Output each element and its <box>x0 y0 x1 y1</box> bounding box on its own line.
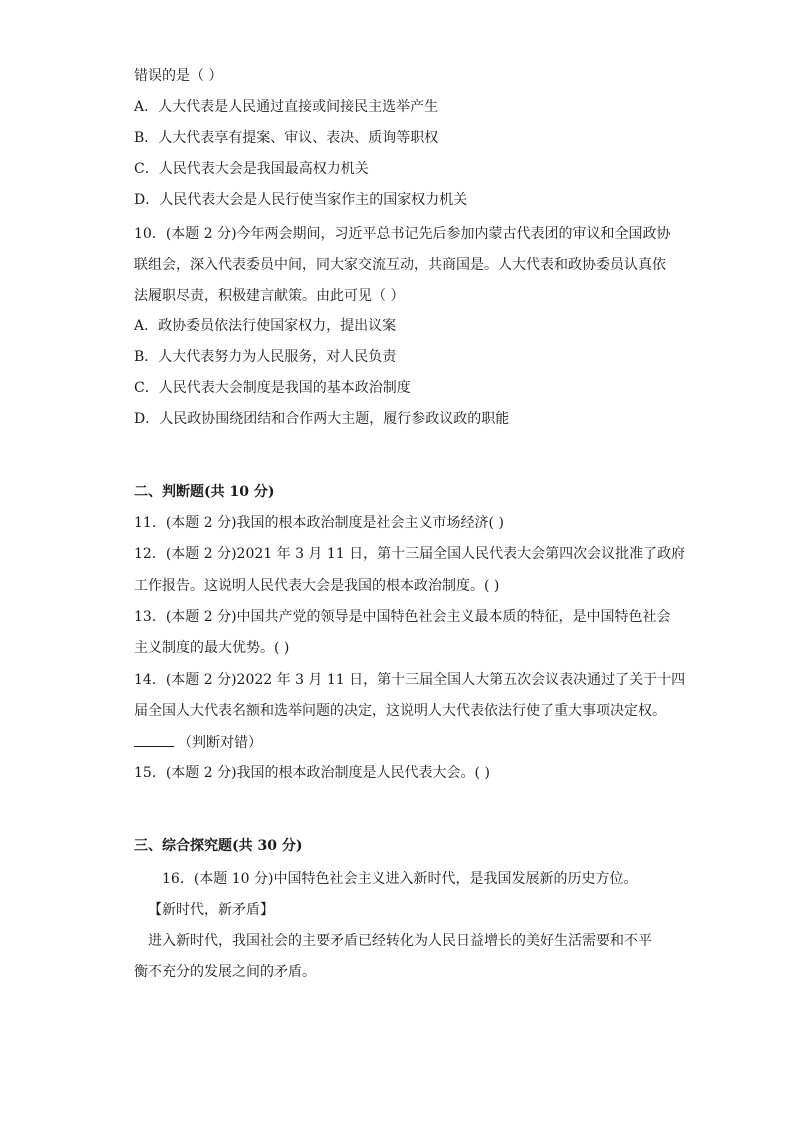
q10-line-3: 法履职尽责，积极建言献策。由此可见（ ） <box>134 288 405 304</box>
q10-option-c: C．人民代表大会制度是我国的基本政治制度 <box>134 380 411 396</box>
q9-option-a: A．人大代表是人民通过直接或间接民主选举产生 <box>134 99 439 115</box>
q10-option-a: A．政协委员依法行使国家权力，提出议案 <box>134 318 397 334</box>
q15: 15．(本题 2 分)我国的根本政治制度是人民代表大会。( ) <box>134 765 490 781</box>
q16-subheading: 【新时代，新矛盾】 <box>148 902 274 918</box>
q12-line-1: 12．(本题 2 分)2021 年 3 月 11 日，第十三届全国人民代表大会第四次会议批准了政府 <box>134 546 686 562</box>
q9-option-d: D．人民代表大会是人民行使当家作主的国家权力机关 <box>134 192 468 208</box>
q13-line-2: 主义制度的最大优势。( ) <box>134 640 290 656</box>
q14-line-1: 14．(本题 2 分)2022 年 3 月 11 日，第十三届全国人大第五次会议表决通过了关于十四 <box>134 672 686 688</box>
q14-line-2: 届全国人大代表名额和选举问题的决定，这说明人大代表依法行使了重大事项决定权。 <box>134 703 666 719</box>
q9-stem-tail: 错误的是（ ） <box>134 68 223 84</box>
q13-line-1: 13．(本题 2 分)中国共产党的领导是中国特色社会主义最本质的特征，是中国特色社会 <box>134 609 671 625</box>
q11: 11．(本题 2 分)我国的根本政治制度是社会主义市场经济( ) <box>134 515 504 531</box>
q16-stem: 16．(本题 10 分)中国特色社会主义进入新时代，是我国发展新的历史方位。 <box>162 871 638 887</box>
q14-hint: （判断对错） <box>178 735 262 751</box>
q10-option-b: B．人大代表努力为人民服务，对人民负责 <box>134 349 397 365</box>
q9-option-c: C．人民代表大会是我国最高权力机关 <box>134 161 369 177</box>
section-3-heading: 三、综合探究题(共 30 分) <box>134 838 303 854</box>
q14-answer-line <box>134 732 262 753</box>
q16-para-line-2: 衡不充分的发展之间的矛盾。 <box>134 964 316 980</box>
q10-line-2: 联组会，深入代表委员中间，同大家交流互动，共商国是。人大代表和政协委员认真依 <box>134 257 666 273</box>
q14-answer-blank[interactable] <box>134 732 174 747</box>
q9-option-b: B．人大代表享有提案、审议、表决、质询等职权 <box>134 130 439 146</box>
q10-line-1: 10．(本题 2 分)今年两会期间，习近平总书记先后参加内蒙古代表团的审议和全国政协 <box>134 226 671 242</box>
q10-option-d: D．人民政协围绕团结和合作两大主题，履行参政议政的职能 <box>134 411 510 427</box>
q12-line-2: 工作报告。这说明人民代表大会是我国的根本政治制度。( ) <box>134 578 500 594</box>
q16-para-line-1: 进入新时代，我国社会的主要矛盾已经转化为人民日益增长的美好生活需要和不平 <box>148 933 652 949</box>
section-2-heading: 二、判断题(共 10 分) <box>134 484 275 500</box>
